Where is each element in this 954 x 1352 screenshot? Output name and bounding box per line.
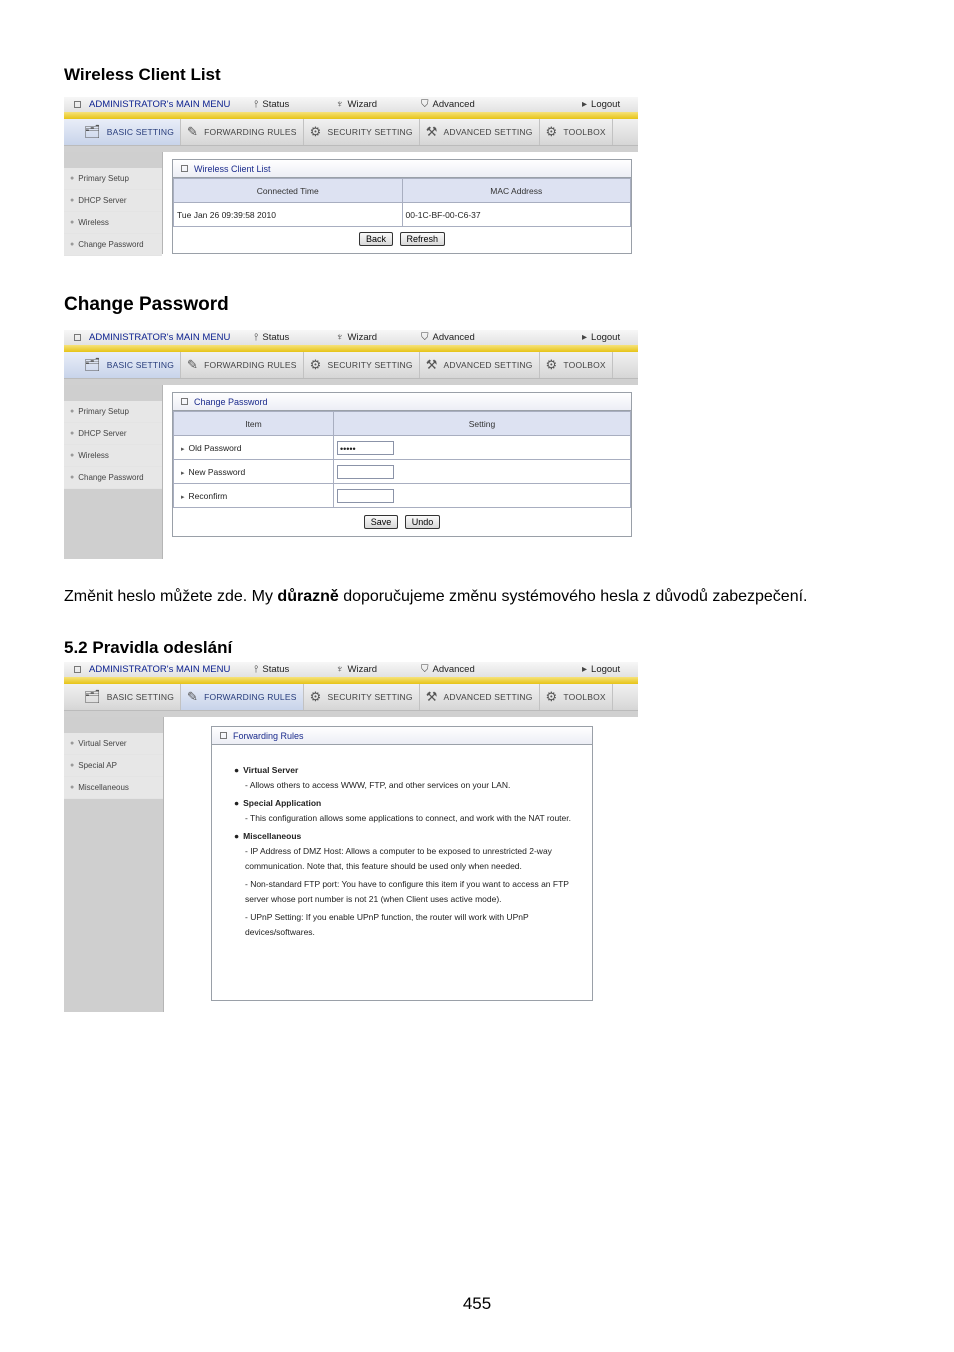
router-screenshot-password: [64, 330, 638, 558]
list-item-text: - Non-standard FTP port: You have to configure this item if you want to access an FTP server whose port number is not 21 (when Client uses active mode).: [245, 879, 569, 904]
client-table: [173, 178, 631, 227]
tab-basic-setting[interactable]: 🗂 BASIC SETTING: [64, 352, 181, 378]
security-icon: ⚙: [309, 689, 322, 704]
wizard-icon: ♆: [336, 332, 344, 343]
section-heading-wireless: Wireless Client List: [64, 65, 221, 84]
forwarding-rules-panel: [211, 726, 593, 1001]
folder-icon: 🗂: [84, 124, 101, 139]
router-screenshot-forwarding: [64, 662, 638, 1011]
status-link[interactable]: ⫯ Status: [254, 664, 290, 675]
table-cell: 00-1C-BF-00-C6-37: [402, 203, 631, 227]
sidebar-item-virtual-server[interactable]: ● Virtual Server: [64, 733, 163, 755]
main-tabs: [64, 119, 638, 146]
panel-title: Forwarding Rules: [212, 727, 592, 745]
wizard-link[interactable]: ♆ Wizard: [336, 332, 378, 343]
tab-forwarding-rules[interactable]: ✎ FORWARDING RULES: [181, 684, 304, 710]
wizard-link[interactable]: ♆ Wizard: [336, 664, 378, 675]
toolbox-icon: ⚙: [545, 689, 558, 704]
save-button[interactable]: Save: [364, 515, 399, 529]
toolbox-icon: ⚙: [545, 357, 558, 372]
arrow-right-icon: ▸: [582, 664, 588, 675]
list-item-text: - This configuration allows some applications to connect, and work with the NAT router.: [245, 813, 571, 823]
arrow-right-icon: ▸: [582, 99, 588, 110]
table-row: [174, 436, 631, 460]
advanced-setting-icon: ⚒: [425, 357, 438, 372]
forwarding-icon: ✎: [187, 689, 199, 704]
forwarding-icon: ✎: [187, 124, 199, 139]
list-item-text: - UPnP Setting: If you enable UPnP function, the router will work with UPnP devices/softwares.: [245, 912, 529, 937]
sidebar-item-dhcp-server[interactable]: ● DHCP Server: [64, 423, 162, 445]
sidebar-item-dhcp-server[interactable]: ● DHCP Server: [64, 190, 162, 212]
old-password-input[interactable]: •••••: [337, 441, 394, 455]
arrow-right-icon: ▸: [181, 493, 185, 501]
tab-basic-setting[interactable]: 🗂 BASIC SETTING: [64, 119, 181, 145]
security-icon: ⚙: [309, 124, 322, 139]
list-item-heading: ● Virtual Server: [234, 765, 299, 775]
logout-link[interactable]: ▸ Logout: [582, 99, 621, 110]
column-header: Item: [174, 412, 334, 436]
table-row: [174, 484, 631, 508]
sidebar-item-miscellaneous[interactable]: ● Miscellaneous: [64, 777, 163, 799]
main-tabs: [64, 684, 638, 711]
security-icon: ⚙: [309, 357, 322, 372]
tab-advanced-setting[interactable]: ⚒ ADVANCED SETTING: [420, 352, 540, 378]
forwarding-icon: ✎: [187, 357, 199, 372]
top-menu: [64, 662, 638, 677]
status-link[interactable]: ⫯ Status: [254, 332, 290, 343]
tab-security-setting[interactable]: ⚙ SECURITY SETTING: [304, 352, 420, 378]
emphasis: důrazně: [277, 588, 339, 605]
logout-link[interactable]: ▸ Logout: [582, 664, 621, 675]
wireless-client-panel: [172, 159, 632, 254]
row-label: Reconfirm: [188, 490, 228, 501]
section-heading-forwarding: 5.2 Pravidla odeslání: [64, 638, 233, 657]
sidebar-item-special-ap[interactable]: ● Special AP: [64, 755, 163, 777]
advanced-icon: ⛉: [421, 332, 429, 343]
arrow-right-icon: ▸: [181, 445, 185, 453]
refresh-button[interactable]: Refresh: [400, 232, 446, 246]
tab-security-setting[interactable]: ⚙ SECURITY SETTING: [304, 119, 420, 145]
tab-security-setting[interactable]: ⚙ SECURITY SETTING: [304, 684, 420, 710]
table-row: [174, 203, 631, 227]
advanced-link[interactable]: ⛉ Advanced: [421, 664, 475, 675]
admin-main-menu[interactable]: ADMINISTRATOR's MAIN MENU: [74, 332, 230, 343]
router-screenshot-wireless: [64, 97, 638, 253]
status-icon: ⫯: [254, 664, 259, 675]
sidebar-item-primary-setup[interactable]: ● Primary Setup: [64, 401, 162, 423]
tab-toolbox[interactable]: ⚙ TOOLBOX: [540, 684, 613, 710]
advanced-link[interactable]: ⛉ Advanced: [421, 99, 475, 110]
page-number: 455: [462, 1294, 492, 1313]
advanced-setting-icon: ⚒: [425, 689, 438, 704]
arrow-right-icon: ▸: [181, 469, 185, 477]
status-icon: ⫯: [254, 99, 259, 110]
description-paragraph: Změnit heslo můžete zde. My důrazně doporučujeme změnu systémového hesla z důvodů zabezpečení.: [64, 588, 808, 605]
password-table: [173, 411, 631, 508]
toolbox-icon: ⚙: [545, 124, 558, 139]
table-row: [174, 460, 631, 484]
advanced-icon: ⛉: [421, 99, 429, 110]
tab-advanced-setting[interactable]: ⚒ ADVANCED SETTING: [420, 119, 540, 145]
wizard-link[interactable]: ♆ Wizard: [336, 99, 378, 110]
sidebar-item-wireless[interactable]: ● Wireless: [64, 212, 162, 234]
advanced-link[interactable]: ⛉ Advanced: [421, 332, 475, 343]
top-menu: [64, 97, 638, 112]
top-menu: [64, 330, 638, 345]
folder-icon: 🗂: [84, 689, 101, 704]
column-header: Setting: [333, 412, 630, 436]
folder-icon: 🗂: [84, 357, 101, 372]
change-password-panel: [172, 392, 632, 537]
sidebar-item-change-password[interactable]: ● Change Password: [64, 467, 162, 489]
list-item-text: - IP Address of DMZ Host: Allows a computer to be exposed to unrestricted 2-way communication. Note that, this feature should be used only when needed.: [245, 846, 552, 871]
status-icon: ⫯: [254, 332, 259, 343]
list-item-heading: ● Special Application: [234, 798, 322, 808]
wizard-icon: ♆: [336, 99, 344, 110]
list-item-heading: ● Miscellaneous: [234, 831, 302, 841]
admin-main-menu[interactable]: ADMINISTRATOR's MAIN MENU: [74, 664, 230, 675]
tab-toolbox[interactable]: ⚙ TOOLBOX: [540, 119, 613, 145]
sidebar: [64, 717, 164, 1012]
back-button[interactable]: Back: [359, 232, 393, 246]
wizard-icon: ♆: [336, 664, 344, 675]
panel-title: Change Password: [173, 393, 631, 411]
panel-title: Wireless Client List: [173, 160, 631, 178]
column-header: MAC Address: [402, 179, 631, 203]
sidebar-item-primary-setup[interactable]: ● Primary Setup: [64, 168, 162, 190]
reconfirm-password-input[interactable]: [337, 489, 394, 503]
arrow-right-icon: ▸: [582, 332, 588, 343]
new-password-input[interactable]: [337, 465, 394, 479]
tab-forwarding-rules[interactable]: ✎ FORWARDING RULES: [181, 119, 304, 145]
tab-advanced-setting[interactable]: ⚒ ADVANCED SETTING: [420, 684, 540, 710]
row-label: New Password: [188, 466, 246, 477]
forwarding-description: [212, 745, 592, 940]
tab-basic-setting[interactable]: 🗂 BASIC SETTING: [64, 684, 181, 710]
undo-button[interactable]: Undo: [405, 515, 441, 529]
advanced-setting-icon: ⚒: [425, 124, 438, 139]
tab-toolbox[interactable]: ⚙ TOOLBOX: [540, 352, 613, 378]
sidebar-item-wireless[interactable]: ● Wireless: [64, 445, 162, 467]
sidebar: [64, 385, 163, 559]
sidebar-item-change-password[interactable]: ● Change Password: [64, 234, 162, 256]
sidebar: [64, 152, 163, 254]
admin-main-menu[interactable]: ADMINISTRATOR's MAIN MENU: [74, 99, 230, 110]
list-item-text: - Allows others to access WWW, FTP, and other services on your LAN.: [245, 780, 511, 790]
tab-forwarding-rules[interactable]: ✎ FORWARDING RULES: [181, 352, 304, 378]
logout-link[interactable]: ▸ Logout: [582, 332, 621, 343]
row-label: Old Password: [188, 442, 242, 453]
column-header: Connected Time: [174, 179, 403, 203]
table-cell: Tue Jan 26 09:39:58 2010: [174, 203, 403, 227]
status-link[interactable]: ⫯ Status: [254, 99, 290, 110]
section-heading-password: Change Password: [64, 294, 229, 315]
main-tabs: [64, 352, 638, 379]
advanced-icon: ⛉: [421, 664, 429, 675]
